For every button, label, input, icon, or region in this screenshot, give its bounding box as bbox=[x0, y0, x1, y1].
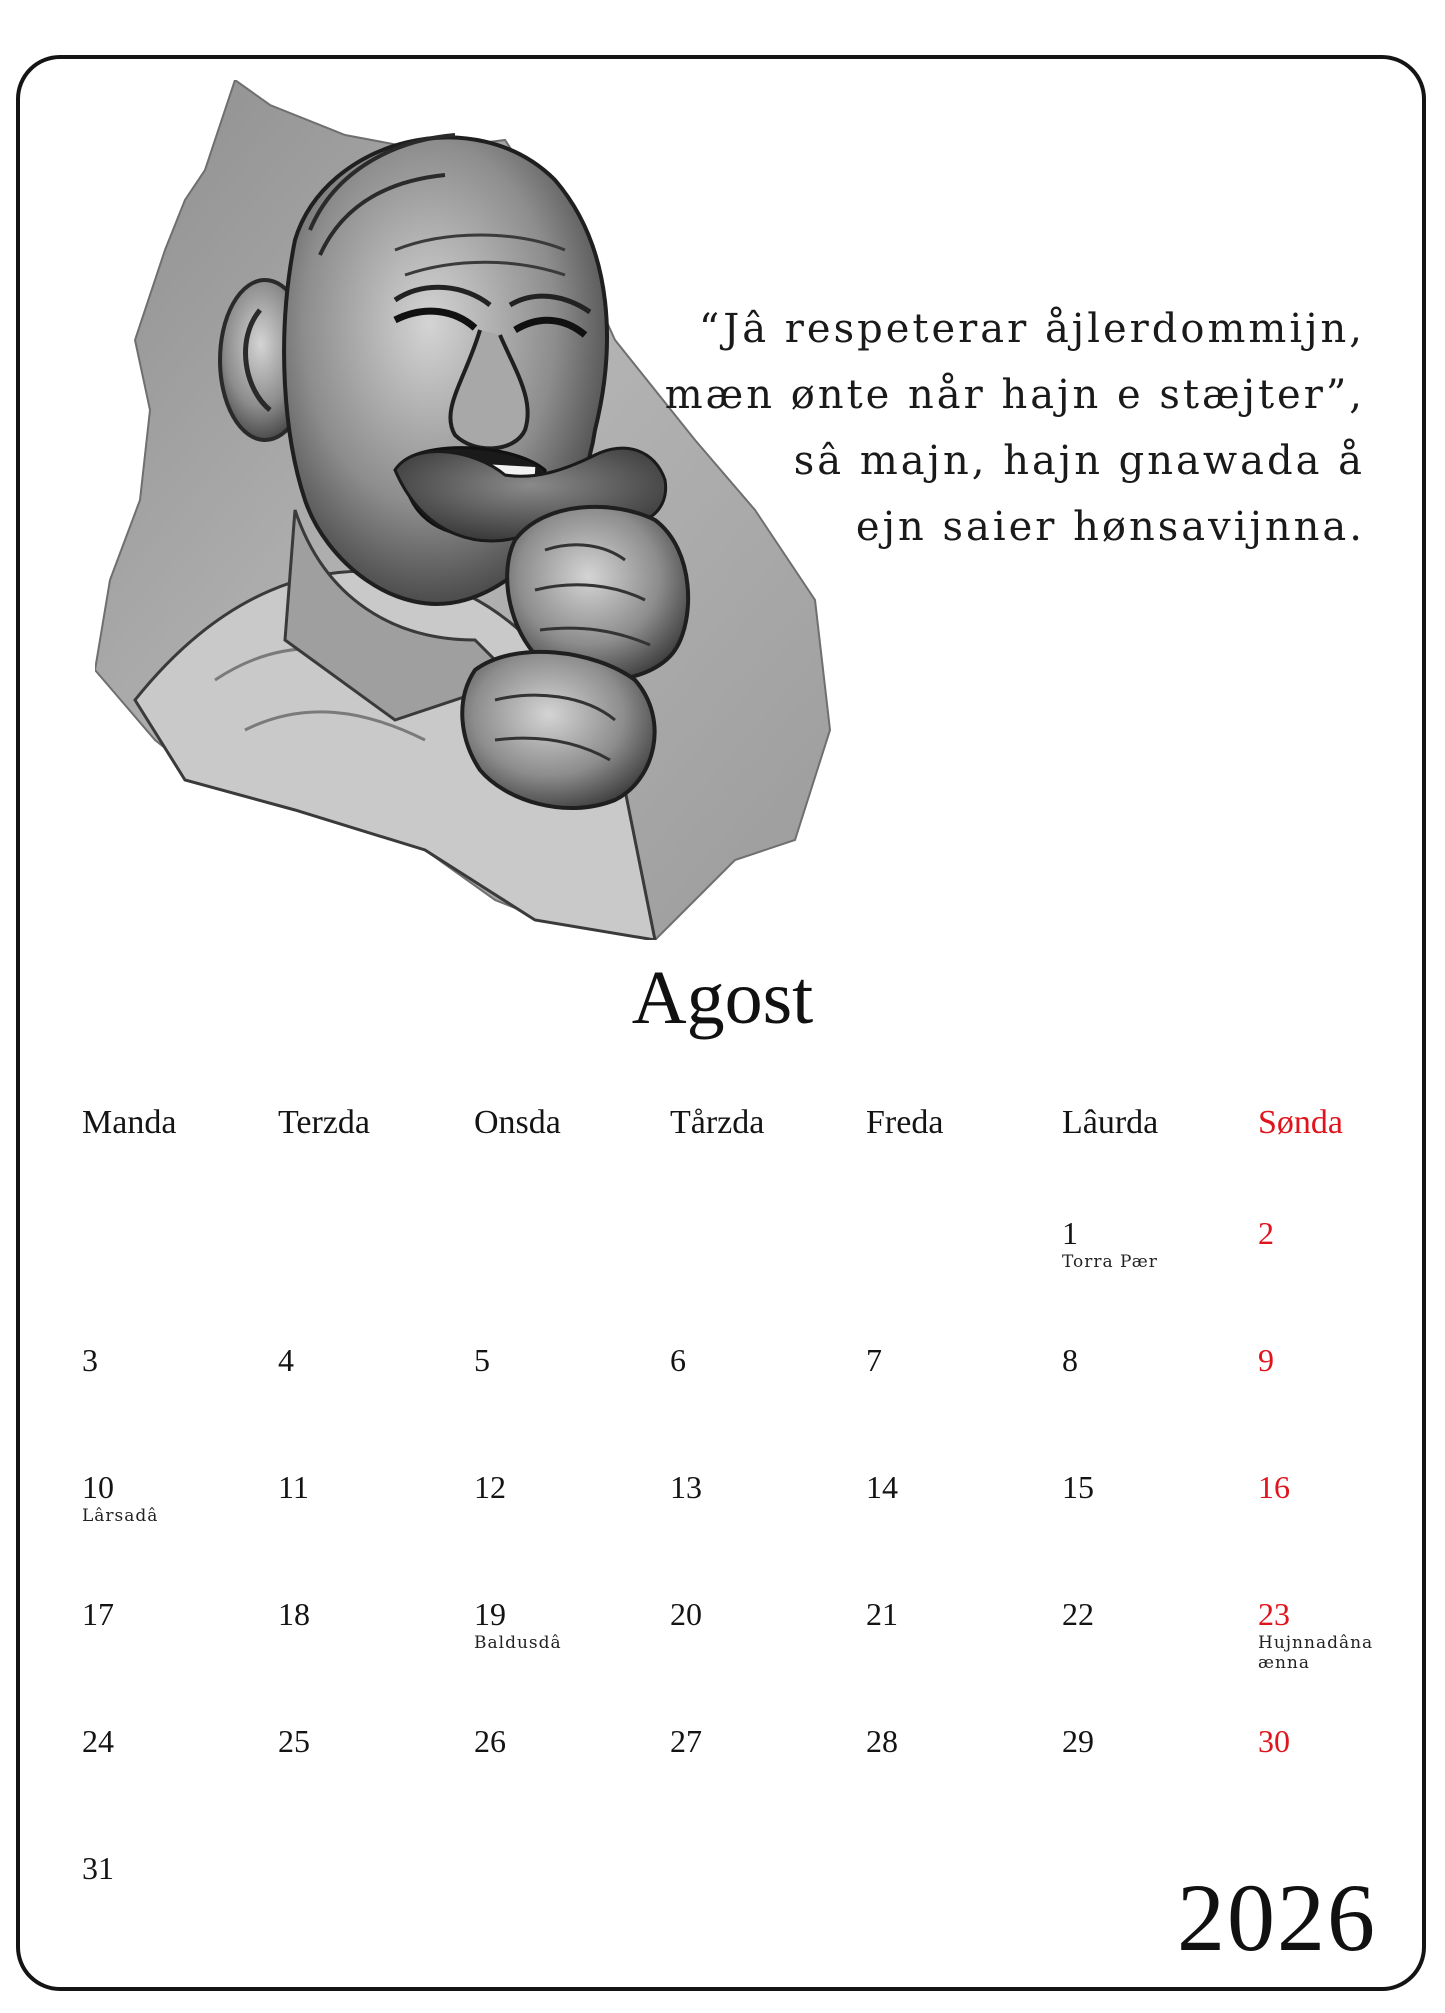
day-number: 14 bbox=[866, 1469, 898, 1505]
calendar-day-cell bbox=[474, 1587, 670, 1714]
day-number: 3 bbox=[82, 1342, 98, 1378]
calendar-day-cell bbox=[278, 1714, 474, 1841]
quote-line: mæn ønte når hajn e stæjter”, bbox=[664, 372, 1365, 418]
day-number: 6 bbox=[670, 1342, 686, 1378]
weekday-header: Terzda bbox=[278, 1104, 370, 1141]
quote-line: “Jâ respeterar åjlerdommijn, bbox=[698, 306, 1365, 352]
day-number: 9 bbox=[1258, 1342, 1274, 1378]
day-note: Torra Pær bbox=[1062, 1252, 1158, 1272]
calendar-day-cell bbox=[82, 1841, 278, 1968]
day-number: 2 bbox=[1258, 1215, 1274, 1251]
day-number: 16 bbox=[1258, 1469, 1290, 1505]
calendar-empty-cell bbox=[670, 1206, 866, 1333]
calendar-empty-cell bbox=[866, 1841, 1062, 1968]
month-title: Agost bbox=[631, 956, 814, 1040]
calendar-day-cell bbox=[1062, 1333, 1258, 1460]
day-number: 20 bbox=[670, 1596, 702, 1632]
day-number: 15 bbox=[1062, 1469, 1094, 1505]
calendar-day-cell bbox=[1062, 1714, 1258, 1841]
day-number: 22 bbox=[1062, 1596, 1094, 1632]
weekday-header: Freda bbox=[866, 1104, 944, 1141]
calendar-day-cell bbox=[1062, 1587, 1258, 1714]
day-number: 10 bbox=[82, 1469, 114, 1505]
calendar-day-cell bbox=[474, 1714, 670, 1841]
day-number: 26 bbox=[474, 1723, 506, 1759]
calendar-day-cell bbox=[1258, 1333, 1445, 1460]
day-number: 24 bbox=[82, 1723, 114, 1759]
calendar-empty-cell bbox=[474, 1841, 670, 1968]
day-number: 31 bbox=[82, 1850, 114, 1886]
year-label: 2026 bbox=[1177, 1864, 1377, 1971]
calendar-day-cell bbox=[82, 1714, 278, 1841]
calendar-day-cell bbox=[82, 1587, 278, 1714]
day-note: Baldusdâ bbox=[474, 1633, 562, 1653]
calendar-day-cell bbox=[278, 1587, 474, 1714]
day-number: 28 bbox=[866, 1723, 898, 1759]
calendar-day-cell bbox=[1258, 1460, 1445, 1587]
quote-line: sâ majn, hajn gnawada å bbox=[793, 438, 1365, 484]
day-note: Hujnnadâna ænna bbox=[1258, 1633, 1374, 1673]
day-number: 4 bbox=[278, 1342, 294, 1378]
day-number: 17 bbox=[82, 1596, 114, 1632]
weekday-header: Lâurda bbox=[1062, 1104, 1159, 1141]
day-number: 23 bbox=[1258, 1596, 1290, 1632]
day-number: 27 bbox=[670, 1723, 702, 1759]
day-number: 18 bbox=[278, 1596, 310, 1632]
calendar-empty-cell bbox=[278, 1206, 474, 1333]
calendar-empty-cell bbox=[278, 1841, 474, 1968]
day-note: Lârsadâ bbox=[82, 1506, 159, 1526]
calendar-day-cell bbox=[1258, 1206, 1445, 1333]
calendar-day-cell bbox=[866, 1333, 1062, 1460]
calendar-day-cell bbox=[1062, 1206, 1258, 1333]
weekday-header: Onsda bbox=[474, 1104, 561, 1141]
day-number: 1 bbox=[1062, 1215, 1078, 1251]
calendar-empty-cell bbox=[474, 1206, 670, 1333]
calendar-day-cell bbox=[670, 1333, 866, 1460]
day-number: 8 bbox=[1062, 1342, 1078, 1378]
calendar-day-cell bbox=[474, 1333, 670, 1460]
calendar-day-cell bbox=[866, 1460, 1062, 1587]
calendar-day-cell bbox=[1062, 1460, 1258, 1587]
day-number: 12 bbox=[474, 1469, 506, 1505]
day-number: 13 bbox=[670, 1469, 702, 1505]
calendar-day-cell bbox=[474, 1460, 670, 1587]
calendar-empty-cell bbox=[670, 1841, 866, 1968]
day-number: 30 bbox=[1258, 1723, 1290, 1759]
calendar-day-cell bbox=[670, 1714, 866, 1841]
calendar-day-cell bbox=[278, 1333, 474, 1460]
day-number: 7 bbox=[866, 1342, 882, 1378]
day-number: 19 bbox=[474, 1596, 506, 1632]
day-number: 11 bbox=[278, 1469, 309, 1505]
calendar-day-cell bbox=[866, 1714, 1062, 1841]
weekday-header: Manda bbox=[82, 1104, 177, 1141]
calendar-day-cell bbox=[670, 1460, 866, 1587]
calendar-day-cell bbox=[1258, 1714, 1445, 1841]
calendar-day-cell bbox=[82, 1460, 278, 1587]
calendar-day-cell bbox=[670, 1587, 866, 1714]
calendar-day-cell bbox=[866, 1587, 1062, 1714]
day-number: 21 bbox=[866, 1596, 898, 1632]
calendar-day-cell bbox=[82, 1333, 278, 1460]
calendar-empty-cell bbox=[866, 1206, 1062, 1333]
weekday-header-sunday: Sønda bbox=[1258, 1104, 1343, 1141]
quote-text bbox=[605, 296, 1365, 560]
quote-line: ejn saier hønsavijnna. bbox=[855, 504, 1365, 550]
day-number: 5 bbox=[474, 1342, 490, 1378]
calendar-empty-cell bbox=[82, 1206, 278, 1333]
calendar-day-cell bbox=[278, 1460, 474, 1587]
weekday-header: Tårzda bbox=[670, 1104, 765, 1141]
day-number: 25 bbox=[278, 1723, 310, 1759]
calendar-grid bbox=[82, 1100, 1412, 1971]
calendar-day-cell bbox=[1258, 1587, 1445, 1714]
day-number: 29 bbox=[1062, 1723, 1094, 1759]
